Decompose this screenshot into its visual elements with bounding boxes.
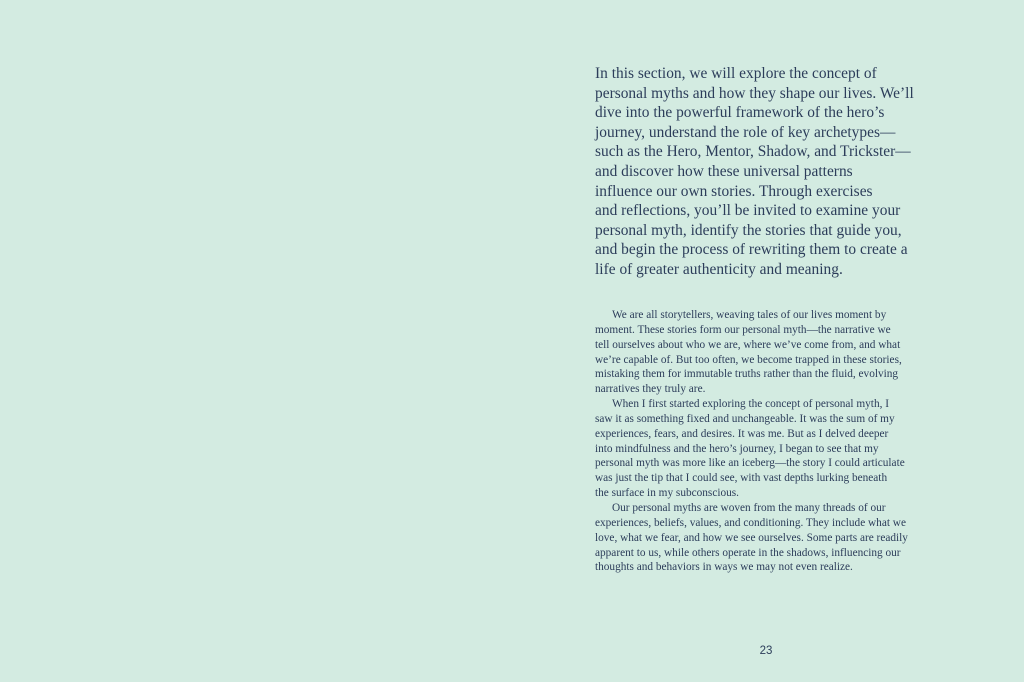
- body-line: Our personal myths are woven from the many threads of our: [612, 501, 886, 514]
- body-line: we’re capable of. But too often, we become trapped in these stories,: [595, 353, 902, 366]
- intro-line: personal myths and how they shape our lives. We’ll: [595, 84, 914, 102]
- intro-line: influence our own stories. Through exercises: [595, 182, 873, 200]
- body-line: moment. These stories form our personal myth—the narrative we: [595, 323, 891, 336]
- body-line: When I first started exploring the concept of personal myth, I: [612, 398, 889, 411]
- body-line: love, what we fear, and how we see ourselves. Some parts are readily: [595, 531, 908, 544]
- intro-line: life of greater authenticity and meaning.: [595, 260, 843, 278]
- body-line: experiences, fears, and desires. It was me. But as I delved deeper: [595, 427, 889, 440]
- body-line: was just the tip that I could see, with vast depths lurking beneath: [595, 472, 888, 485]
- intro-line: and discover how these universal patterns: [595, 162, 853, 180]
- body-line: narratives they truly are.: [595, 383, 706, 396]
- page-number: 23: [759, 645, 773, 657]
- intro-line: personal myth, identify the stories that guide you,: [595, 221, 902, 239]
- body-line: tell ourselves about who we are, where we’ve come from, and what: [595, 338, 901, 351]
- body-line: We are all storytellers, weaving tales of our lives moment by: [612, 309, 887, 321]
- intro-line: In this section, we will explore the concept of: [595, 65, 877, 82]
- intro-line: and reflections, you’ll be invited to examine your: [595, 202, 901, 220]
- body-line: experiences, beliefs, values, and conditioning. They include what we: [595, 516, 906, 529]
- body-line: into mindfulness and the hero’s journey, I began to see that my: [595, 442, 879, 455]
- intro-paragraph: [595, 64, 940, 280]
- body-text: [595, 308, 945, 575]
- intro-line: dive into the powerful framework of the hero’s: [595, 104, 885, 122]
- body-line: the surface in my subconscious.: [595, 487, 740, 500]
- intro-line: and begin the process of rewriting them to create a: [595, 241, 908, 259]
- body-line: mistaking them for immutable truths rather than the fluid, evolving: [595, 368, 899, 381]
- body-line: personal myth was more like an iceberg—the story I could articulate: [595, 457, 905, 470]
- body-line: saw it as something fixed and unchangeable. It was the sum of my: [595, 412, 895, 425]
- intro-line: such as the Hero, Mentor, Shadow, and Trickster—: [595, 143, 911, 161]
- body-line: thoughts and behaviors in ways we may not even realize.: [595, 561, 853, 574]
- intro-line: journey, understand the role of key archetypes—: [595, 123, 896, 141]
- body-line: apparent to us, while others operate in the shadows, influencing our: [595, 546, 901, 559]
